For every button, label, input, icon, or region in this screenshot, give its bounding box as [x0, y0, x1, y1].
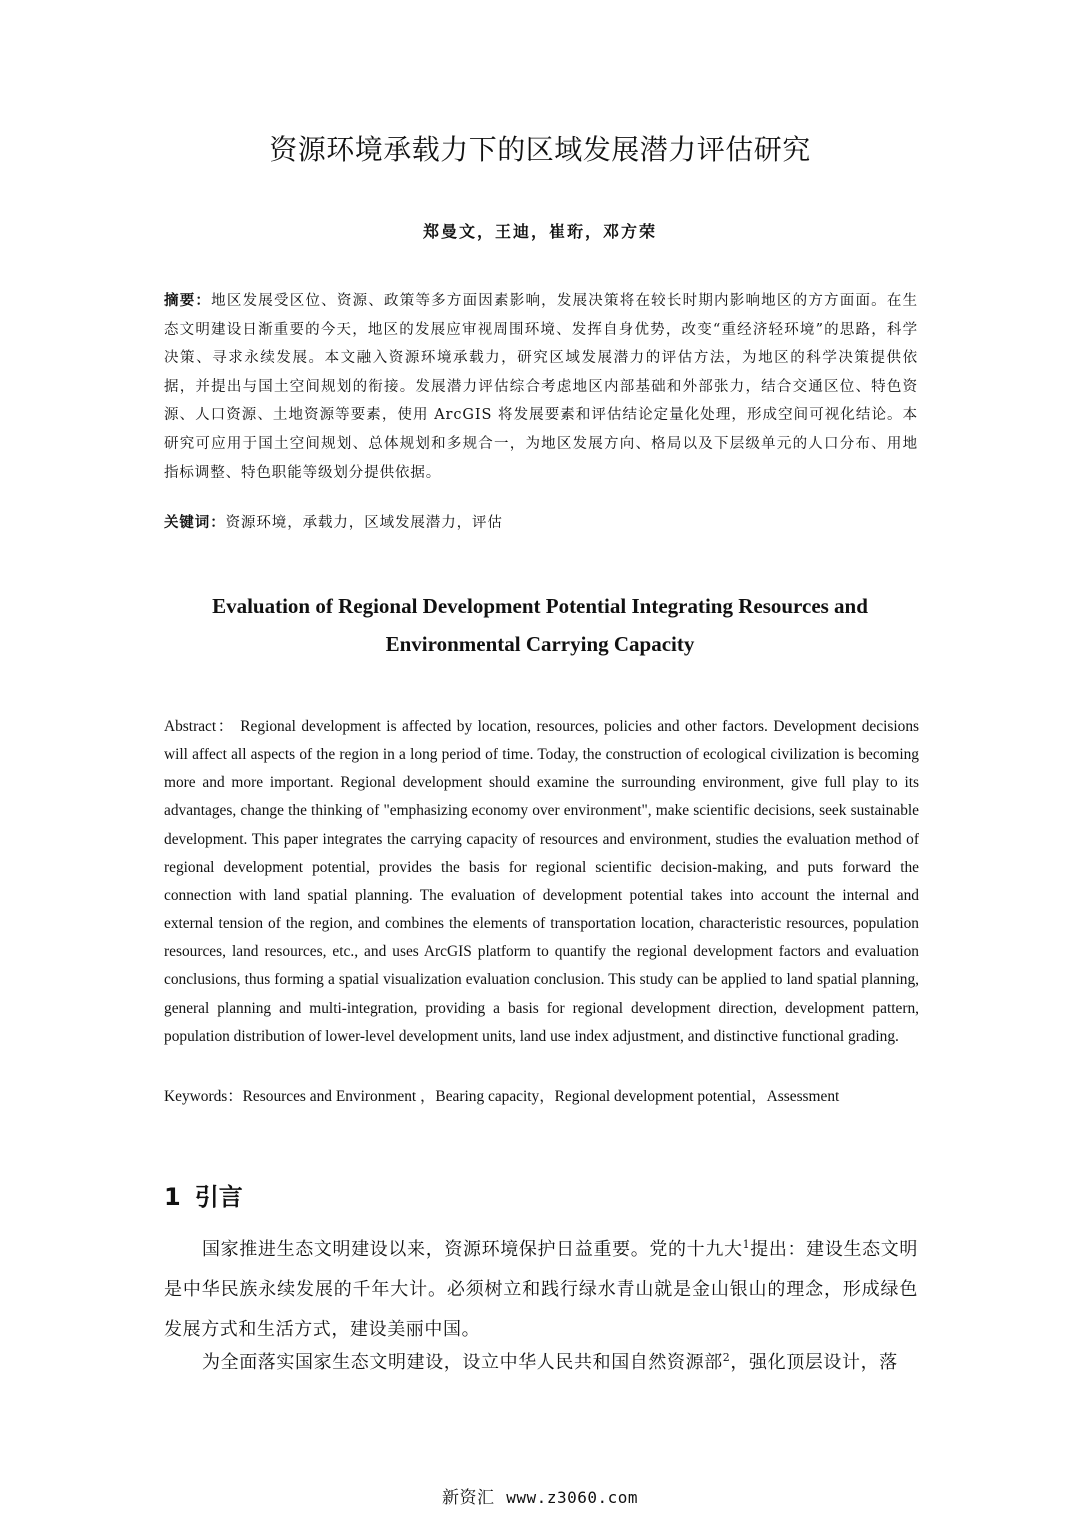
- english-keywords-label: Keywords：: [164, 1088, 243, 1105]
- english-abstract-text: Regional development is affected by location, resources, policies and other factors. Development decisions will affect all aspects of the region in a long period of time. Today, the construction of ecological civilization is becoming more and more important. Regional development should examine the surrounding environment, give full play to its advantages, change the thinking of "emphasizing economy over environment", make scientific decisions, seek sustainable development. This paper integrates the carrying capacity of resources and environment, studies the evaluation method of regional development potential, provides the basis for regional scientific decision-making, and puts forward the connection with land spatial planning. The evaluation of development potential takes into account the internal and external tension of the region, and combines the elements of transportation location, characteristic resources, population resources, land resources, etc., and uses ArcGIS platform to quantify the regional development factors and evaluation conclusions, thus forming a spatial visualization evaluation conclusion. This study can be applied to land spatial planning, general planning and multi-integration, providing a basis for regional development direction, development pattern, population distribution of lower-level development units, land use index adjustment, and distinctive functional grading.: [164, 718, 919, 1045]
- footer-site-name: 新资汇: [441, 1488, 495, 1508]
- english-keywords: [164, 1083, 924, 1111]
- chinese-keywords-text: 资源环境，承载力，区域发展潜力，评估: [225, 515, 503, 531]
- paragraph-text: 为全面落实国家生态文明建设，设立中华人民共和国自然资源部: [202, 1352, 723, 1373]
- english-abstract-label: Abstract：: [164, 718, 235, 735]
- reference-marker[interactable]: 1: [742, 1238, 751, 1251]
- footer-site-url[interactable]: www.z3060.com: [506, 1488, 639, 1507]
- section-number: 1: [164, 1183, 181, 1211]
- chinese-keywords-label: 关键词：: [164, 514, 226, 531]
- section-heading: [164, 1177, 243, 1212]
- chinese-title: 资源环境承载力下的区域发展潜力评估研究: [269, 133, 811, 166]
- english-title: Evaluation of Regional Development Potential Integrating Resources and Environmental Carrying Capacity: [212, 594, 868, 656]
- body-paragraph: [164, 1343, 918, 1383]
- chinese-abstract-label: 摘要：: [164, 292, 212, 309]
- chinese-keywords: [164, 509, 918, 537]
- reference-marker[interactable]: 2: [722, 1351, 731, 1364]
- chinese-abstract-text: 地区发展受区位、资源、政策等多方面因素影响，发展决策将在较长时期内影响地区的方方面面。在生态文明建设日渐重要的今天，地区的发展应审视周围环境、发挥自身优势，改变“重经济轻环境”的思路，科学决策、寻求永续发展。本文融入资源环境承载力，研究区域发展潜力的评估方法，为地区的科学决策提供依据，并提出与国土空间规划的衔接。发展潜力评估综合考虑地区内部基础和外部张力，结合交通区位、特色资源、人口资源、土地资源等要素，使用 ArcGIS 将发展要素和评估结论定量化处理，形成空间可视化结论。本研究可应用于国土空间规划、总体规划和多规合一，为地区发展方向、格局以及下层级单元的人口分布、用地指标调整、特色职能等级划分提供依据。: [164, 293, 919, 481]
- chinese-abstract: [164, 287, 918, 487]
- author-list: 郑曼文，王迪，崔珩，邓方荣: [422, 222, 657, 241]
- paragraph-text: ，强化顶层设计，落: [730, 1352, 898, 1373]
- english-keywords-text: Resources and Environment ，Bearing capacity，Regional development potential，Assessment: [242, 1088, 840, 1105]
- english-abstract: [164, 713, 919, 1051]
- paragraph-text: 国家推进生态文明建设以来，资源环境保护日益重要。党的十九大: [202, 1239, 743, 1260]
- page-footer: [0, 1483, 1080, 1508]
- section-title: 引言: [194, 1183, 243, 1211]
- paragraph-text: 提出：建设生态文明是中华民族永续发展的千年大计。必须树立和践行绿水青山就是金山银山的理念，形成绿色发展方式和生活方式，建设美丽中国。: [164, 1239, 918, 1340]
- body-paragraph: [164, 1230, 918, 1350]
